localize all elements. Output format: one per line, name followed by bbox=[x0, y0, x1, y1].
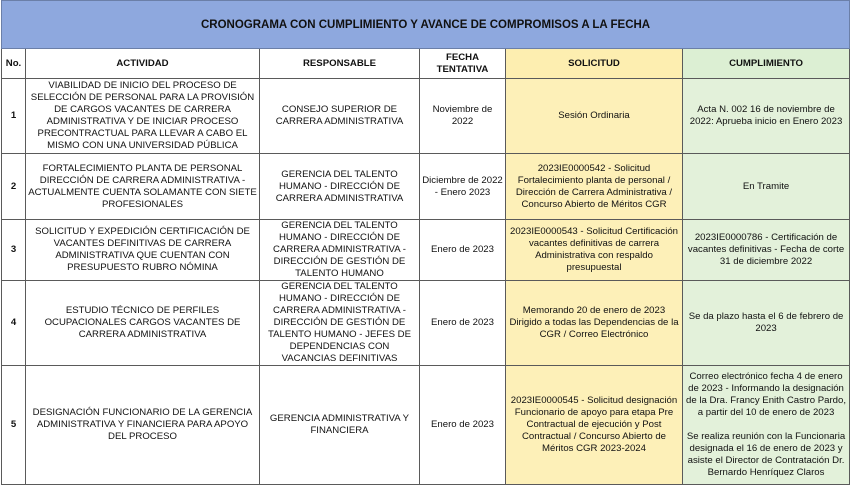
date-cell: Enero de 2023 bbox=[420, 220, 506, 281]
page-title: CRONOGRAMA CON CUMPLIMIENTO Y AVANCE DE COMPROMISOS A LA FECHA bbox=[2, 1, 850, 49]
row-number: 5 bbox=[2, 366, 26, 485]
date-cell: Noviembre de 2022 bbox=[420, 79, 506, 154]
table-row bbox=[2, 154, 850, 220]
activity-cell: DESIGNACIÓN FUNCIONARIO DE LA GERENCIA ADMINISTRATIVA Y FINANCIERA PARA APOYO DEL PROCESO bbox=[26, 366, 260, 485]
date-cell: Enero de 2023 bbox=[420, 366, 506, 485]
compliance-cell: Acta N. 002 16 de noviembre de 2022: Aprueba inicio en Enero 2023 bbox=[683, 79, 850, 154]
responsible-cell: GERENCIA ADMINISTRATIVA Y FINANCIERA bbox=[260, 366, 420, 485]
table-row bbox=[2, 79, 850, 154]
responsible-cell: GERENCIA DEL TALENTO HUMANO - DIRECCIÓN DE CARRERA ADMINISTRATIVA - DIRECCIÓN DE GESTIÓN DE TALENTO HUMANO - JEFES DE DEPENDENCIAS CON VACANCIAS DEFINITIVAS bbox=[260, 281, 420, 366]
compliance-cell: Se da plazo hasta el 6 de febrero de 2023 bbox=[683, 281, 850, 366]
table-row bbox=[2, 366, 850, 485]
responsible-cell: GERENCIA DEL TALENTO HUMANO - DIRECCIÓN DE CARRERA ADMINISTRATIVA - DIRECCIÓN DE GESTIÓN DE TALENTO HUMANO bbox=[260, 220, 420, 281]
row-number: 1 bbox=[2, 79, 26, 154]
activity-cell: ESTUDIO TÉCNICO DE PERFILES OCUPACIONALES CARGOS VACANTES DE CARRERA ADMINISTRATIVA bbox=[26, 281, 260, 366]
row-number: 4 bbox=[2, 281, 26, 366]
header-fecha: FECHA TENTATIVA bbox=[420, 49, 506, 79]
activity-cell: SOLICITUD Y EXPEDICIÓN CERTIFICACIÓN DE VACANTES DEFINITIVAS DE CARRERA ADMINISTRATIVA QUE CUENTAN CON PRESUPUESTO RUBRO NÓMINA bbox=[26, 220, 260, 281]
compliance-note-designation: Correo electrónico fecha 4 de enero de 2023 - Informando la designación de la Dra. Francy Enith Castro Pardo, a partir del 10 de enero de 2023 bbox=[686, 371, 847, 418]
table-row bbox=[2, 220, 850, 281]
compliance-cell: En Tramite bbox=[683, 154, 850, 220]
request-cell: 2023IE0000542 - Solicitud Fortalecimiento planta de personal / Dirección de Carrera Administrativa / Concurso Abierto de Méritos CGR bbox=[506, 154, 683, 220]
compliance-cell: 2023IE0000786 - Certificación de vacantes definitivas - Fecha de corte 31 de diciembre 2022 bbox=[683, 220, 850, 281]
request-cell: Memorando 20 de enero de 2023 Dirigido a todas las Dependencias de la CGR / Correo Electrónico bbox=[506, 281, 683, 366]
compliance-note-meeting: Se realiza reunión con la Funcionaria designada el 16 de enero de 2023 y asiste el Director de Contratación Dr. Bernardo Henríquez Claros bbox=[686, 431, 846, 478]
date-cell: Enero de 2023 bbox=[420, 281, 506, 366]
header-cumplimiento: CUMPLIMIENTO bbox=[683, 49, 850, 79]
date-cell: Diciembre de 2022 - Enero 2023 bbox=[420, 154, 506, 220]
header-no: No. bbox=[2, 49, 26, 79]
row-number: 3 bbox=[2, 220, 26, 281]
table-row bbox=[2, 281, 850, 366]
header-row bbox=[2, 49, 850, 79]
request-cell: 2023IE0000543 - Solicitud Certificación vacantes definitivas de carrera Administrativa con respaldo presupuestal bbox=[506, 220, 683, 281]
responsible-cell: GERENCIA DEL TALENTO HUMANO - DIRECCIÓN DE CARRERA ADMINISTRATIVA bbox=[260, 154, 420, 220]
header-responsable: RESPONSABLE bbox=[260, 49, 420, 79]
header-solicitud: SOLICITUD bbox=[506, 49, 683, 79]
request-cell: Sesión Ordinaria bbox=[506, 79, 683, 154]
request-cell: 2023IE0000545 - Solicitud designación Funcionario de apoyo para etapa Pre Contractual de ejecución y Post Contractual / Concurso Abierto de Méritos CGR 2023-2024 bbox=[506, 366, 683, 485]
responsible-cell: CONSEJO SUPERIOR DE CARRERA ADMINISTRATIVA bbox=[260, 79, 420, 154]
activity-cell: VIABILIDAD DE INICIO DEL PROCESO DE SELECCIÓN DE PERSONAL PARA LA PROVISIÓN DE CARGOS VACANTES DE CARRERA ADMINISTRATIVA Y DE INICIAR PROCESO PRECONTRACTUAL PARA LLEVAR A CABO EL MISMO CON UNA UNIVERSIDAD PÚBLICA bbox=[26, 79, 260, 154]
schedule-table bbox=[1, 0, 850, 485]
spacer bbox=[685, 419, 847, 431]
row-number: 2 bbox=[2, 154, 26, 220]
header-actividad: ACTIVIDAD bbox=[26, 49, 260, 79]
compliance-cell bbox=[683, 366, 850, 485]
title-row bbox=[2, 1, 850, 49]
activity-cell: FORTALECIMIENTO PLANTA DE PERSONAL DIRECCIÓN DE CARRERA ADMINISTRATIVA - ACTUALMENTE CUENTA SOLAMANTE CON SIETE PROFESIONALES bbox=[26, 154, 260, 220]
